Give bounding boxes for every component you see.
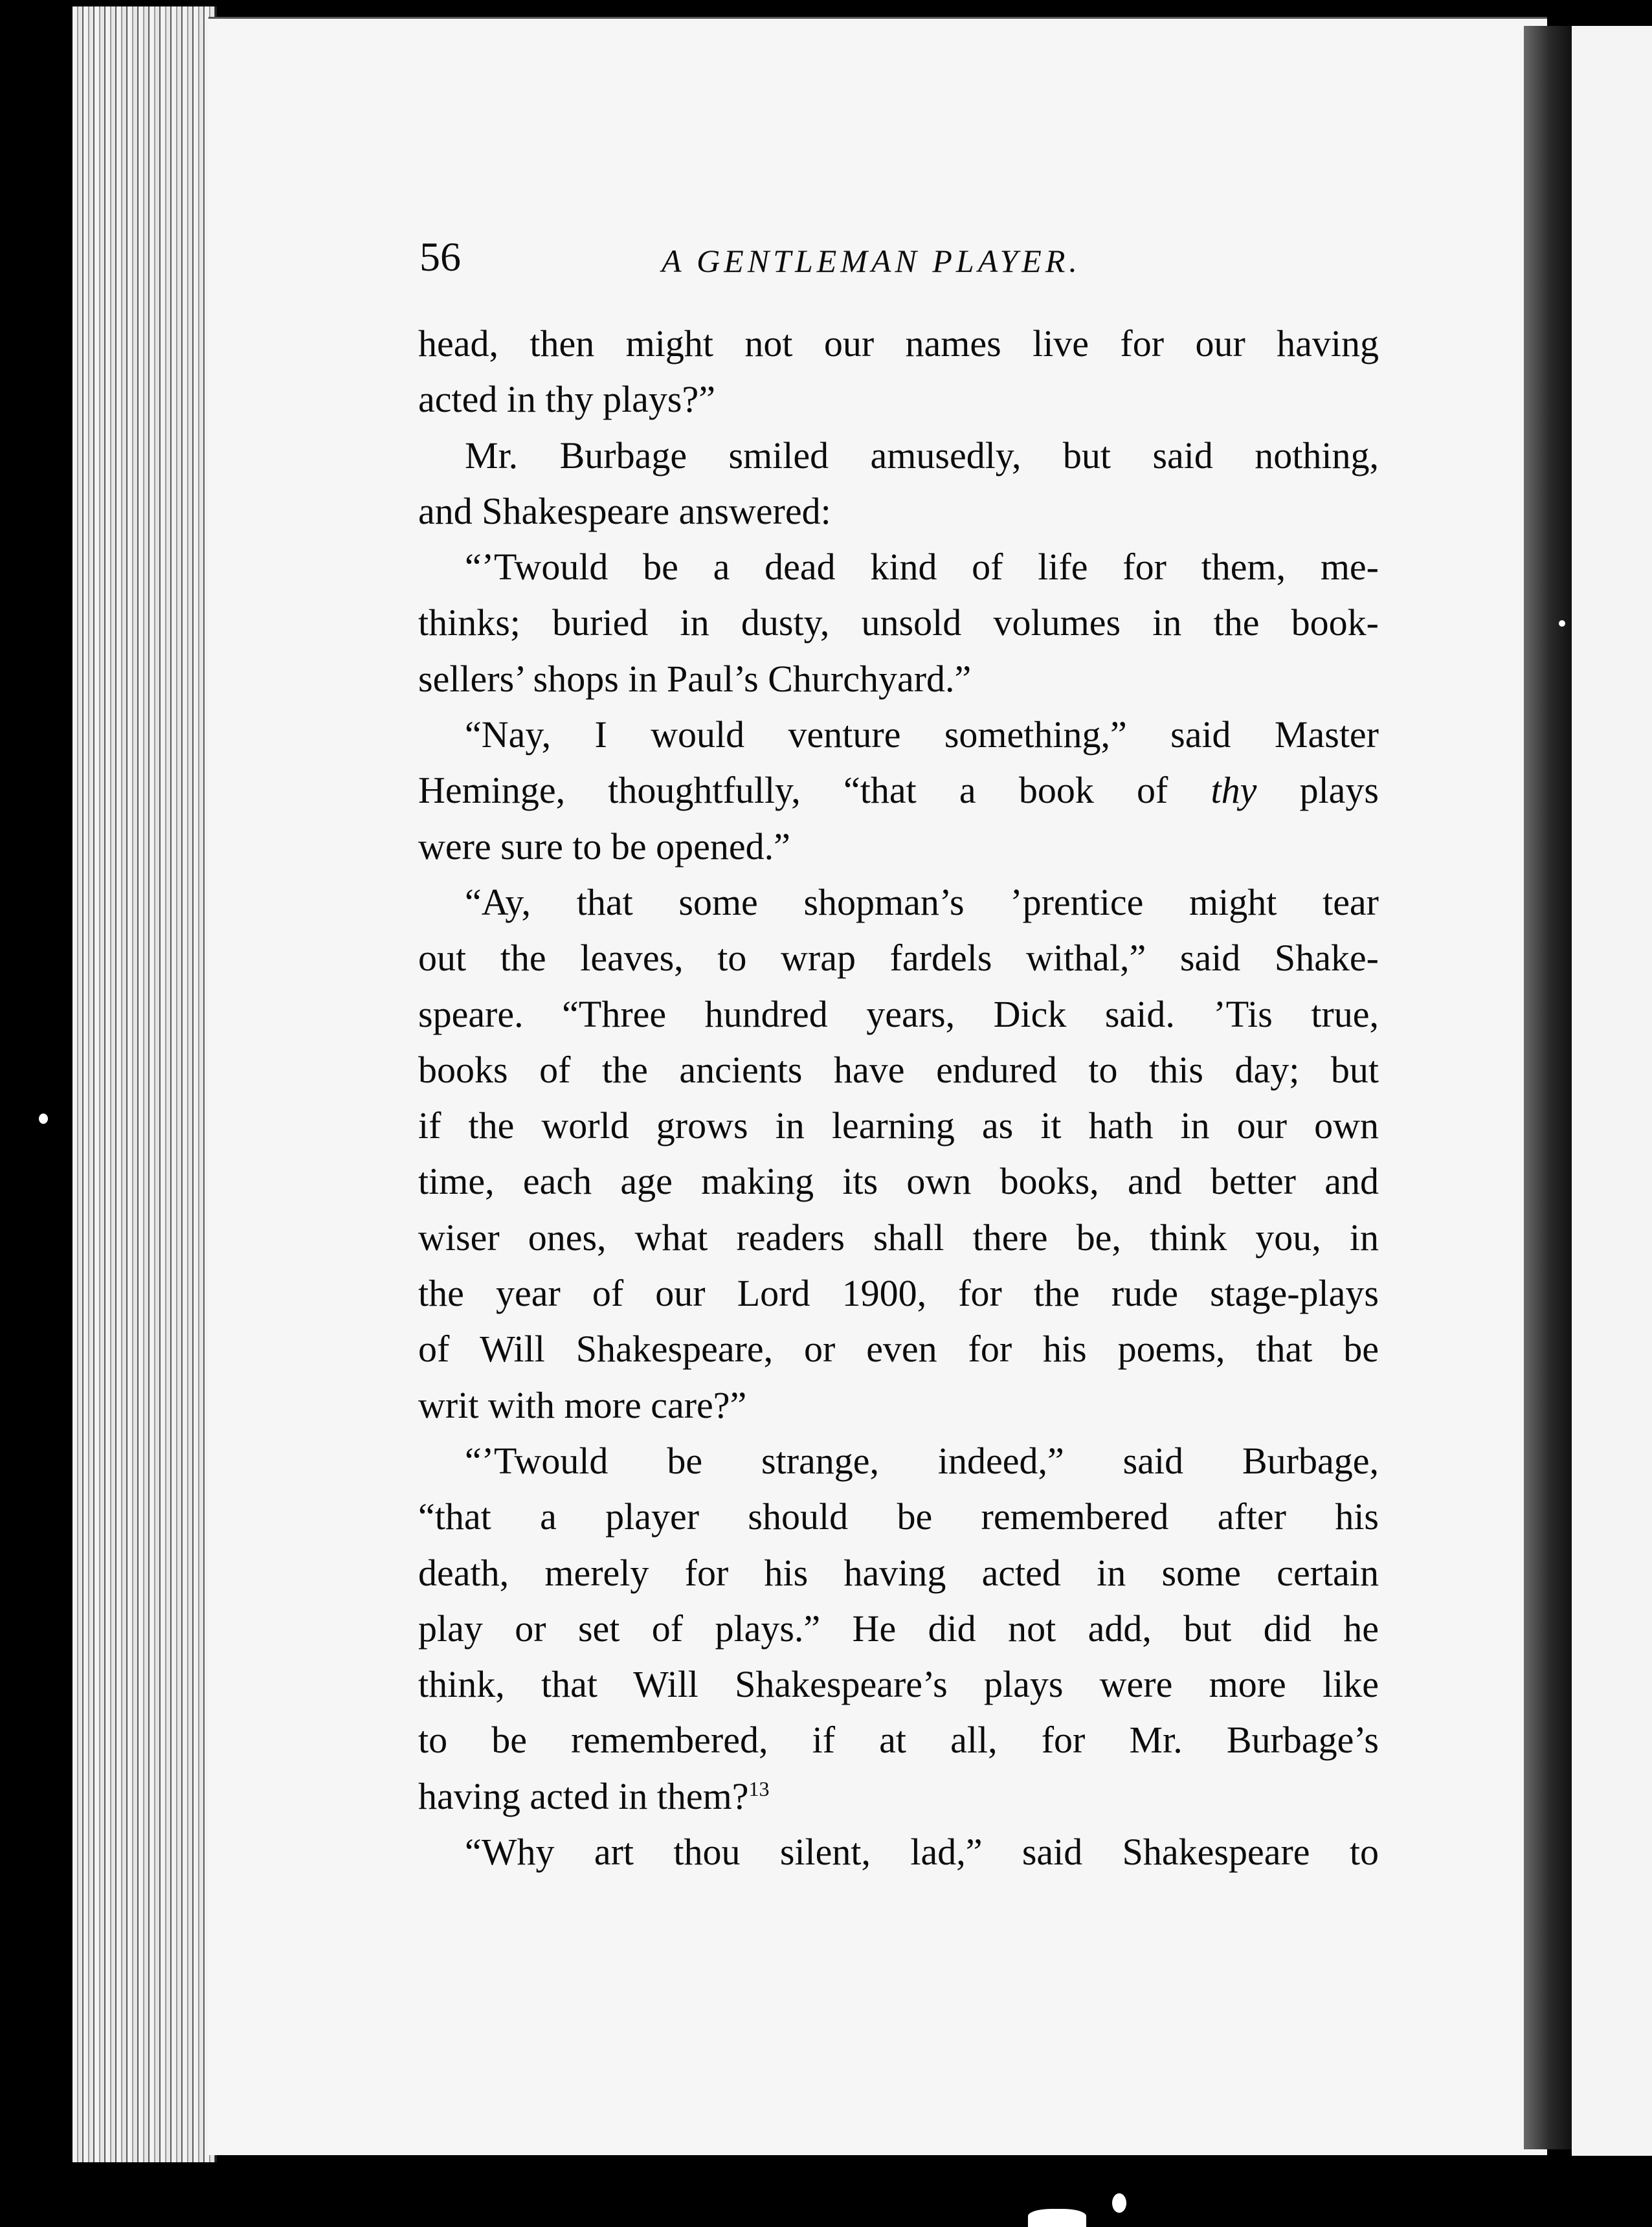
text-segment: out the leaves, to wrap fardels withal,” said Shake-: [418, 937, 1379, 979]
text-segment: head, then might not our names live for our having: [418, 322, 1379, 364]
text-segment: “Ay, that some shopman’s ’prentice might tear: [465, 880, 1379, 923]
text-segment: of Will Shakespeare, or even for his poems, that be: [418, 1328, 1379, 1371]
text-line: [418, 819, 1379, 875]
scan-speck: [1559, 620, 1565, 627]
text-line: [418, 539, 1379, 595]
text-segment: “that a player should be remembered after his: [418, 1495, 1379, 1538]
text-segment: books of the ancients have endured to this day; but: [418, 1048, 1379, 1091]
text-line: [418, 1545, 1379, 1601]
text-segment: plays: [1256, 769, 1379, 812]
text-segment: “Why art thou silent, lad,” said Shakespeare to: [465, 1831, 1379, 1874]
text-line: [418, 1712, 1379, 1768]
binding-gutter: [1524, 26, 1572, 2149]
text-segment: think, that Will Shakespeare’s plays were more like: [418, 1663, 1379, 1706]
scan-speck: [1028, 2209, 1086, 2227]
text-line: [418, 484, 1379, 539]
text-segment: acted in thy plays?”: [418, 378, 715, 421]
text-line: [418, 1098, 1379, 1154]
scan-speck: [39, 1114, 48, 1124]
text-line: [418, 930, 1379, 986]
page-number: 56: [419, 234, 461, 280]
text-line: [418, 1266, 1379, 1321]
text-line: [418, 316, 1379, 372]
text-line: [418, 428, 1379, 484]
scan-speck: [1112, 2193, 1126, 2213]
text-line: [418, 1601, 1379, 1657]
book-page-edges: [73, 6, 217, 2162]
text-line: [418, 1824, 1379, 1880]
body-text: [418, 316, 1379, 1880]
running-head: A GENTLEMAN PLAYER.: [662, 243, 1081, 279]
text-segment: death, merely for his having acted in some certain: [418, 1551, 1379, 1594]
text-line: [418, 1154, 1379, 1209]
text-segment: and Shakespeare answered:: [418, 489, 831, 532]
text-line: [418, 875, 1379, 930]
text-segment: having acted in them?: [418, 1774, 749, 1817]
text-segment: sellers’ shops in Paul’s Churchyard.”: [418, 657, 972, 700]
text-segment: if the world grows in learning as it hath in our own: [418, 1104, 1379, 1147]
text-line: [418, 987, 1379, 1042]
text-line: [418, 707, 1379, 763]
footnote-marker: 13: [748, 1776, 770, 1800]
text-line: [418, 763, 1379, 818]
text-segment: to be remembered, if at all, for Mr. Burbage’s: [418, 1719, 1379, 1762]
text-segment: Mr. Burbage smiled amusedly, but said nothing,: [465, 434, 1379, 476]
text-segment: writ with more care?”: [418, 1383, 747, 1426]
text-line: [418, 1489, 1379, 1545]
text-line: [418, 1378, 1379, 1433]
text-segment: play or set of plays.” He did not add, but did he: [418, 1607, 1379, 1650]
text-line: [418, 1657, 1379, 1712]
text-segment: wiser ones, what readers shall there be, think you, in: [418, 1216, 1379, 1259]
text-line: [418, 1042, 1379, 1098]
text-line: [418, 1769, 1379, 1824]
text-segment: “Nay, I would venture something,” said Master: [465, 713, 1379, 756]
text-line: [418, 1210, 1379, 1266]
facing-page-edge: [1572, 26, 1652, 2156]
text-segment: speare. “Three hundred years, Dick said. ’Tis true,: [418, 992, 1379, 1035]
text-segment: time, each age making its own books, and better and: [418, 1160, 1379, 1203]
text-segment: thinks; buried in dusty, unsold volumes in the book-: [418, 601, 1379, 644]
text-segment: “’Twould be a dead kind of life for them, me-: [465, 546, 1379, 588]
text-line: [418, 1321, 1379, 1377]
text-line: [418, 1433, 1379, 1489]
text-line: [418, 372, 1379, 427]
italic-word: thy: [1211, 769, 1257, 812]
text-segment: the year of our Lord 1900, for the rude stage-plays: [418, 1272, 1379, 1315]
page-header: [419, 228, 1378, 286]
text-segment: “’Twould be strange, indeed,” said Burbage,: [465, 1439, 1379, 1482]
text-line: [418, 651, 1379, 707]
text-segment: Heminge, thoughtfully, “that a book of: [418, 769, 1211, 812]
text-segment: were sure to be opened.”: [418, 825, 790, 867]
text-line: [418, 595, 1379, 651]
